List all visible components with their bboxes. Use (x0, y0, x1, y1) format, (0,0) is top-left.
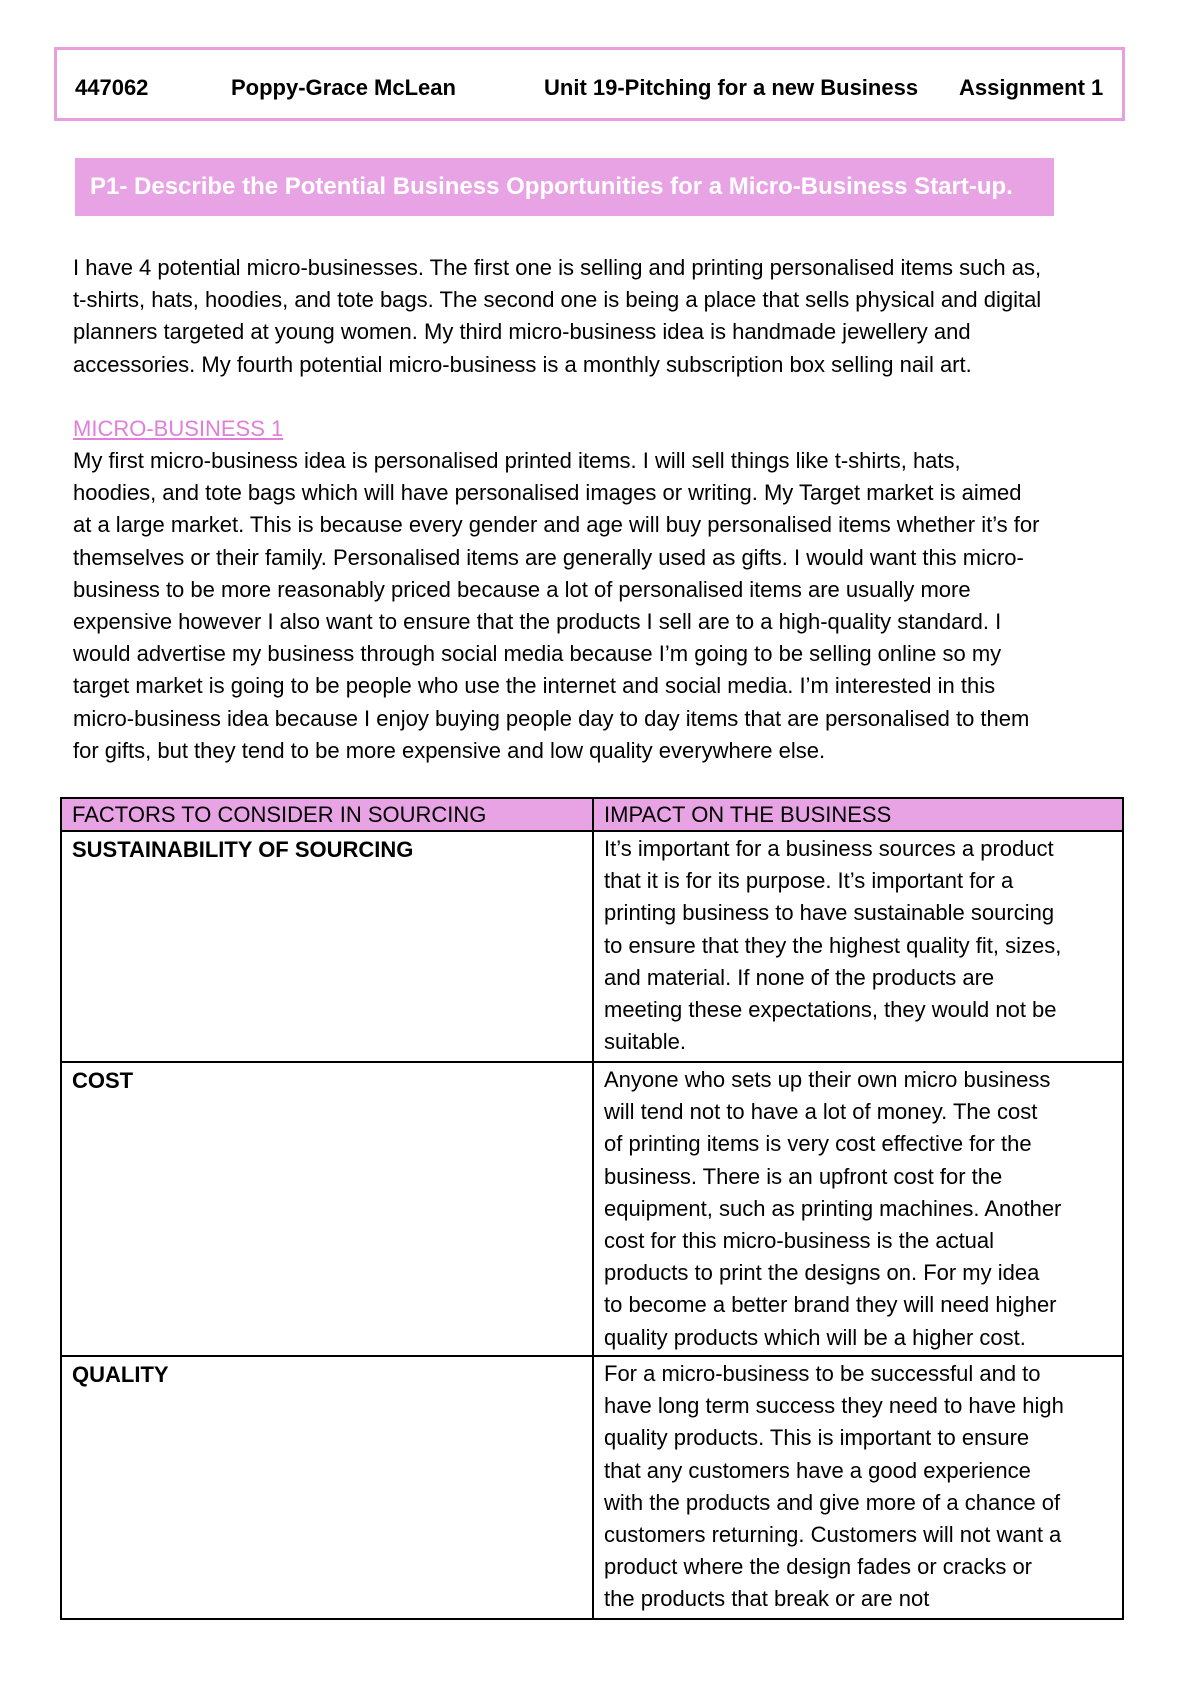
impact-line: with the products and give more of a chance of (604, 1489, 1061, 1515)
impact-line: product where the design fades or cracks or (604, 1554, 1033, 1580)
paragraph-line: My first micro-business idea is personalised printed items. I will sell things like t-shirts, hats, (73, 448, 961, 473)
factor-cell: SUSTAINABILITY OF SOURCING (61, 831, 593, 1062)
paragraph-line: micro-business idea because I enjoy buying people day to day items that are personalised to them (73, 705, 1030, 731)
paragraph-line: themselves or their family. Personalised items are generally used as gifts. I would want this micro- (73, 544, 1024, 570)
micro-business-1-heading: MICRO-BUSINESS 1 (73, 416, 284, 441)
intro-line: I have 4 potential micro-businesses. The first one is selling and printing personalised items such as, (73, 255, 1042, 280)
impact-line: business. There is an upfront cost for the (604, 1163, 1003, 1189)
sourcing-factors-table (60, 797, 1124, 1620)
student-name: Poppy-Grace McLean (231, 75, 456, 100)
impact-cell (593, 1062, 1123, 1356)
document-header (54, 47, 1125, 121)
micro-business-1-paragraph (73, 445, 1153, 767)
impact-line: customers returning. Customers will not want a (604, 1522, 1062, 1548)
table-row (61, 831, 1123, 1062)
impact-line: quality products. This is important to ensure (604, 1425, 1030, 1451)
impact-line: cost for this micro-business is the actual (604, 1228, 995, 1254)
impact-line: Anyone who sets up their own micro business (604, 1067, 1051, 1092)
table-row (61, 1062, 1123, 1356)
impact-line: will tend not to have a lot of money. The cost (604, 1099, 1038, 1125)
paragraph-line: target market is going to be people who use the internet and social media. I’m interested in this (73, 673, 996, 699)
impact-cell (593, 1356, 1123, 1619)
paragraph-line: hoodies, and tote bags which will have personalised images or writing. My Target market is aimed (73, 480, 1022, 506)
impact-line: the products that break or are not (604, 1586, 930, 1612)
table-header-row (61, 798, 1123, 831)
intro-line: planners targeted at young women. My third micro-business idea is handmade jewellery and (73, 319, 971, 345)
impact-cell (593, 831, 1123, 1062)
impact-line: to ensure that they the highest quality fit, sizes, (604, 932, 1062, 958)
unit-title: Unit 19-Pitching for a new Business (544, 75, 919, 100)
section-banner: P1- Describe the Potential Business Opportunities for a Micro-Business Start-up. (75, 158, 1054, 216)
impact-line: equipment, such as printing machines. Another (604, 1195, 1062, 1221)
intro-line: accessories. My fourth potential micro-business is a monthly subscription box selling nail art. (73, 351, 972, 377)
assignment-label: Assignment 1 (959, 75, 1104, 100)
impact-line: It’s important for a business sources a product (604, 836, 1054, 861)
impact-line: quality products which will be a higher cost. (604, 1324, 1026, 1350)
factor-cell: COST (61, 1062, 593, 1356)
paragraph-line: at a large market. This is because every gender and age will buy personalised items whether it’s for (73, 512, 1040, 538)
impact-line: have long term success they need to have high (604, 1393, 1064, 1419)
impact-line: and material. If none of the products are (604, 964, 995, 990)
paragraph-line: would advertise my business through social media because I’m going to be selling online so my (73, 641, 1002, 667)
column-header-factors: FACTORS TO CONSIDER IN SOURCING (61, 798, 593, 831)
impact-line: to become a better brand they will need higher (604, 1292, 1057, 1318)
impact-line: products to print the designs on. For my idea (604, 1260, 1040, 1286)
impact-line: of printing items is very cost effective for the (604, 1131, 1032, 1157)
intro-paragraph (73, 252, 1153, 381)
impact-line: printing business to have sustainable sourcing (604, 900, 1055, 926)
impact-line: suitable. (604, 1029, 686, 1055)
paragraph-line: business to be more reasonably priced because a lot of personalised items are usually more (73, 576, 971, 602)
column-header-impact: IMPACT ON THE BUSINESS (593, 798, 1123, 831)
impact-line: meeting these expectations, they would not be (604, 997, 1057, 1023)
student-id: 447062 (75, 75, 149, 100)
impact-line: that any customers have a good experience (604, 1457, 1031, 1483)
intro-line: t-shirts, hats, hoodies, and tote bags. The second one is being a place that sells physical and digital (73, 287, 1042, 313)
paragraph-line: for gifts, but they tend to be more expensive and low quality everywhere else. (73, 737, 826, 763)
table-row (61, 1356, 1123, 1619)
impact-line: that it is for its purpose. It’s important for a (604, 868, 1014, 894)
impact-line: For a micro-business to be successful and to (604, 1361, 1041, 1386)
paragraph-line: expensive however I also want to ensure that the products I sell are to a high-quality standard. I (73, 609, 1002, 635)
factor-cell: QUALITY (61, 1356, 593, 1619)
